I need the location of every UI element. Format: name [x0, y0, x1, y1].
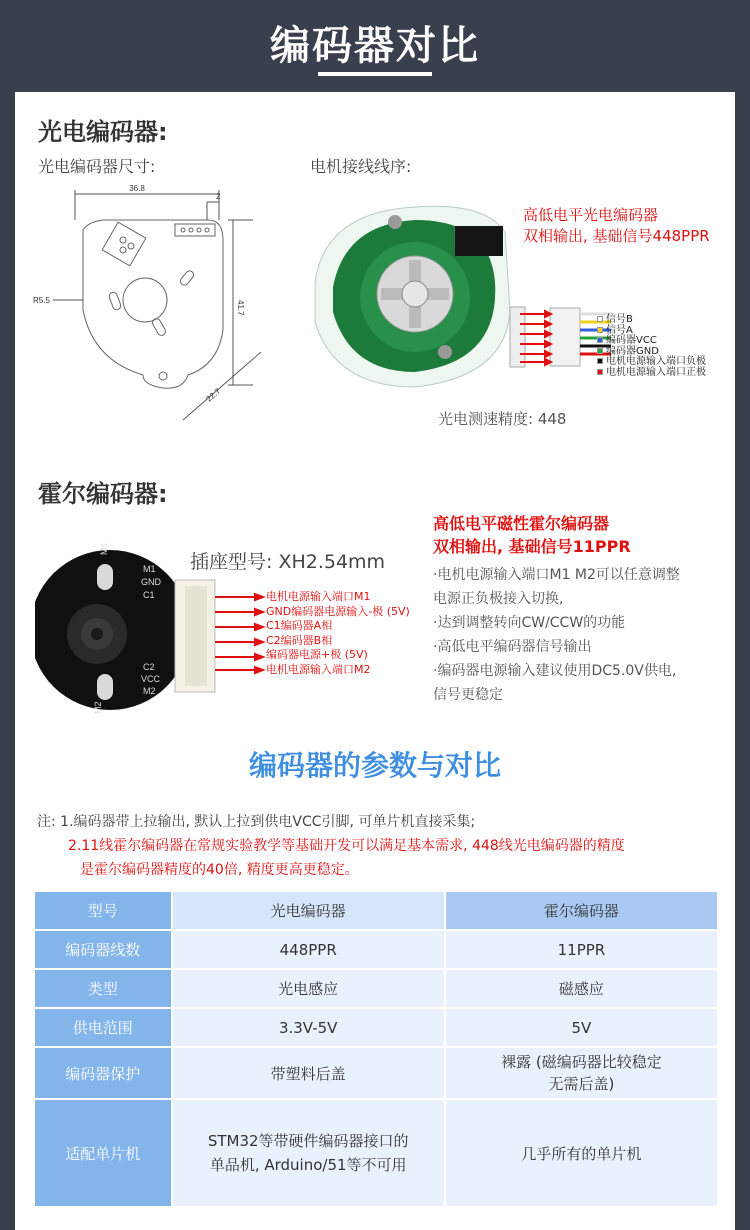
cell-hall-line-1: 裸露 (磁编码器比较稳定	[501, 1053, 662, 1071]
cell-optical	[172, 1099, 445, 1207]
cell-hall: 几乎所有的单片机	[445, 1099, 718, 1207]
hall-bullet-2: 电源正负极接入切换,	[433, 591, 564, 607]
th-model: 型号	[34, 891, 172, 930]
dim-height: 41.7	[236, 300, 245, 316]
table-row	[34, 930, 718, 969]
wire-legend-item	[597, 347, 659, 357]
hall-bullet-6: 信号更稳定	[433, 687, 503, 703]
hall-pin-label: C2编码器B相	[266, 633, 333, 647]
table-header-row	[34, 891, 718, 930]
wire-color-swatch	[597, 348, 603, 354]
cell-hall: 5V	[445, 1008, 718, 1047]
wire-color-swatch	[597, 337, 603, 343]
row-label: 编码器保护	[34, 1047, 172, 1099]
optical-precision: 光电测速精度: 448	[438, 410, 567, 428]
hall-bullet-3: ·达到调整转向CW/CCW的功能	[433, 615, 626, 631]
cell-hall-line-2: 无需后盖)	[548, 1075, 615, 1093]
note-2b: 是霍尔编码器精度的40倍, 精度更高更稳定。	[80, 862, 359, 878]
board-label-vcc: VCC	[141, 674, 161, 684]
row-label: 类型	[34, 969, 172, 1008]
hall-pin-label: C1编码器A相	[266, 619, 333, 633]
optical-size-label: 光电编码器尺寸:	[38, 157, 156, 176]
wire-legend-label: 编码器GND	[606, 345, 659, 357]
wire-legend-label: 编码器VCC	[606, 335, 657, 346]
board-label-c1: C1	[143, 590, 155, 600]
dim-small: 2	[216, 192, 221, 201]
wire-color-swatch	[597, 327, 603, 333]
board-label-m2: M2	[143, 686, 156, 696]
th-optical: 光电编码器	[172, 891, 445, 930]
row-label: 编码器线数	[34, 930, 172, 969]
cell-hall: 磁感应	[445, 969, 718, 1008]
page-title: 编码器对比	[270, 23, 480, 69]
optical-dimension-drawing	[33, 180, 273, 435]
hall-pin-label: 电机电源输入端口M2	[266, 663, 371, 676]
wire-legend-label: 电机电源输入端口正极	[606, 366, 706, 378]
wiring-order-label: 电机接线线序:	[310, 157, 412, 176]
params-title: 编码器的参数与对比	[248, 749, 501, 782]
optical-red-line-1: 高低电平光电编码器	[523, 206, 659, 224]
table-row	[34, 1008, 718, 1047]
row-label: 供电范围	[34, 1008, 172, 1047]
hall-pin-label: GND编码器电源输入-极 (5V)	[266, 604, 410, 618]
optical-section-title: 光电编码器:	[38, 118, 168, 146]
th-hall: 霍尔编码器	[445, 891, 718, 930]
board-label-c2: C2	[143, 662, 155, 672]
comparison-table	[33, 890, 719, 1208]
board-label-m1-top: M1	[99, 542, 109, 555]
wire-legend-item	[597, 315, 633, 325]
board-label-m2b: M2	[93, 701, 103, 714]
wire-legend-label: 信号B	[606, 314, 633, 325]
title-underline	[318, 72, 432, 76]
wire-legend-item	[597, 357, 706, 367]
board-label-gnd: GND	[141, 577, 161, 587]
wire-legend-item	[597, 326, 633, 336]
wire-legend-label: 电机电源输入端口负极	[606, 356, 706, 367]
hall-pin-label: 电机电源输入端口M1	[266, 590, 371, 603]
board-label-m1: M1	[143, 564, 156, 574]
content-card	[15, 92, 735, 1230]
cell-optical-line-1: STM32等带硬件编码器接口的	[207, 1132, 409, 1150]
table-row	[34, 1099, 718, 1207]
wire-color-swatch	[597, 369, 603, 375]
cell-optical: 3.3V-5V	[172, 1008, 445, 1047]
cell-optical: 448PPR	[172, 930, 445, 969]
cell-optical-line-2: 单品机, Arduino/51等不可用	[209, 1156, 407, 1174]
hall-section-title: 霍尔编码器:	[38, 480, 168, 508]
cell-optical: 带塑料后盖	[172, 1047, 445, 1099]
wire-color-swatch	[597, 358, 603, 364]
hall-bullet-1: ·电机电源输入端口M1 M2可以任意调整	[433, 567, 680, 583]
hall-arrow-extension	[215, 582, 267, 682]
optical-red-line-2: 双相输出, 基础信号448PPR	[523, 227, 710, 245]
hall-bullet-5: ·编码器电源输入建议使用DC5.0V供电,	[433, 663, 677, 679]
note-2a: 2.11线霍尔编码器在常规实验教学等基础开发可以满足基本需求, 448线光电编码器的精度	[68, 838, 625, 854]
row-label: 适配单片机	[34, 1099, 172, 1207]
dim-diag: 22.7	[204, 386, 223, 404]
cell-hall: 11PPR	[445, 930, 718, 969]
wire-legend-item	[597, 368, 706, 378]
hall-red-line-2: 双相输出, 基础信号11PPR	[433, 537, 631, 556]
wire-legend-label: 信号A	[606, 324, 633, 336]
dim-radius: R5.5	[33, 296, 50, 305]
wire-legend-item	[597, 336, 657, 346]
table-row	[34, 1047, 718, 1099]
note-1: 注: 1.编码器带上拉输出, 默认上拉到供电VCC引脚, 可单片机直接采集;	[37, 814, 476, 830]
table-row	[34, 969, 718, 1008]
dim-width: 36.8	[129, 184, 145, 193]
cell-hall	[445, 1047, 718, 1099]
hall-red-line-1: 高低电平磁性霍尔编码器	[433, 514, 610, 533]
wire-color-swatch	[597, 316, 603, 322]
socket-model: 插座型号: XH2.54mm	[190, 551, 386, 573]
page-header	[0, 0, 750, 92]
hall-bullet-4: ·高低电平编码器信号输出	[433, 639, 592, 655]
hall-pin-label: 编码器电源+极 (5V)	[266, 648, 368, 662]
cell-optical: 光电感应	[172, 969, 445, 1008]
